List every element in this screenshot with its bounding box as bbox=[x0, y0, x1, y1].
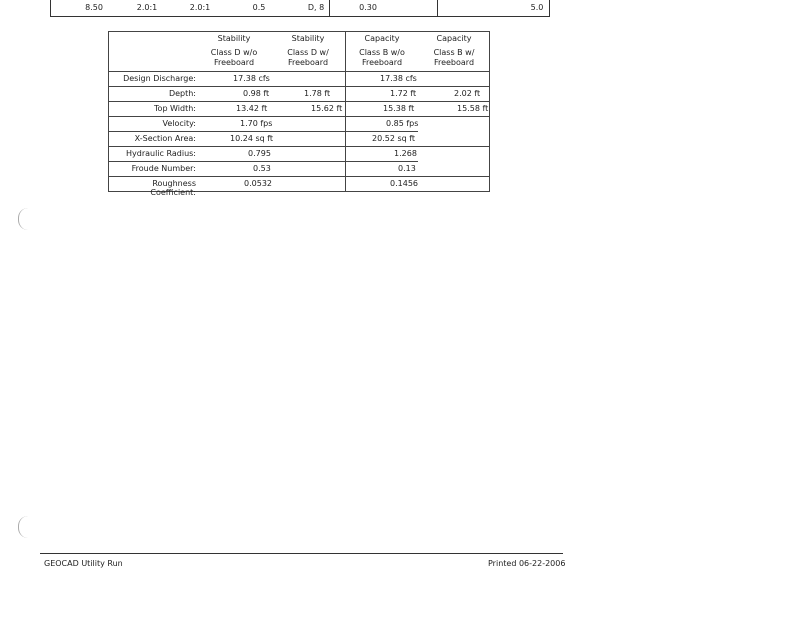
top-cell: 5.0 bbox=[530, 3, 544, 12]
column-header-subtitle: Class B w/o Freeboard bbox=[359, 48, 405, 67]
row-label: Depth: bbox=[168, 89, 196, 98]
column-header bbox=[352, 34, 412, 68]
cell-value: 17.38 cfs bbox=[380, 74, 417, 83]
column-header bbox=[204, 34, 264, 68]
table-rule bbox=[345, 31, 346, 192]
column-header-subtitle: Class D w/o Freeboard bbox=[210, 48, 258, 67]
cell-value: 0.13 bbox=[398, 164, 416, 173]
cell-value: 15.62 ft bbox=[311, 104, 343, 113]
cell-value: 0.85 fps bbox=[386, 119, 419, 128]
cell-value: 15.58 ft bbox=[457, 104, 489, 113]
column-header-title: Capacity bbox=[436, 34, 472, 43]
cell-value: 1.78 ft bbox=[304, 89, 331, 98]
binder-hole-icon bbox=[18, 208, 35, 230]
cell-divider bbox=[329, 0, 330, 16]
table-rule bbox=[108, 161, 418, 162]
table-rule bbox=[108, 176, 490, 177]
column-header-title: Stability bbox=[217, 34, 251, 43]
footer-rule bbox=[40, 553, 563, 554]
top-cell: 2.0:1 bbox=[189, 3, 211, 12]
footer-app-name: GEOCAD Utility Run bbox=[44, 559, 123, 568]
hydraulics-table bbox=[108, 31, 490, 197]
table-rule bbox=[108, 31, 490, 32]
top-cell: D, 8 bbox=[307, 3, 325, 12]
cell-value: 0.795 bbox=[248, 149, 271, 158]
cell-value: 13.42 ft bbox=[236, 104, 268, 113]
top-cell: 8.50 bbox=[85, 3, 103, 12]
cell-value: 1.72 ft bbox=[390, 89, 417, 98]
cell-value: 0.53 bbox=[253, 164, 271, 173]
top-table-row bbox=[50, 0, 550, 17]
cell-value: 1.268 bbox=[394, 149, 417, 158]
row-label: Roughness Coefficient: bbox=[150, 179, 196, 197]
cell-value: 17.38 cfs bbox=[233, 74, 270, 83]
table-rule bbox=[108, 71, 490, 72]
cell-divider bbox=[437, 0, 438, 16]
table-rule bbox=[108, 101, 490, 102]
column-header bbox=[424, 34, 484, 68]
cell-value: 20.52 sq ft bbox=[372, 134, 416, 143]
column-header-subtitle: Class D w/ Freeboard bbox=[287, 48, 329, 67]
cell-value: 2.02 ft bbox=[454, 89, 481, 98]
binder-hole-icon bbox=[18, 516, 35, 538]
column-header-subtitle: Class B w/ Freeboard bbox=[433, 48, 475, 67]
table-rule bbox=[108, 131, 418, 132]
row-label: Velocity: bbox=[162, 119, 196, 128]
table-rule bbox=[489, 31, 490, 192]
table-rule bbox=[108, 146, 490, 147]
cell-value: 0.98 ft bbox=[243, 89, 270, 98]
cell-value: 15.38 ft bbox=[383, 104, 415, 113]
row-label: X-Section Area: bbox=[134, 134, 196, 143]
column-header-title: Capacity bbox=[364, 34, 400, 43]
cell-value: 1.70 fps bbox=[240, 119, 273, 128]
top-cell: 2.0:1 bbox=[136, 3, 158, 12]
top-cell: 0.30 bbox=[359, 3, 377, 12]
cell-value: 0.1456 bbox=[390, 179, 418, 188]
top-cell: 0.5 bbox=[252, 3, 266, 12]
cell-value: 10.24 sq ft bbox=[230, 134, 274, 143]
row-label: Top Width: bbox=[154, 104, 196, 113]
cell-value: 0.0532 bbox=[244, 179, 272, 188]
column-header-title: Stability bbox=[291, 34, 325, 43]
column-header bbox=[278, 34, 338, 68]
row-label: Froude Number: bbox=[131, 164, 196, 173]
row-label: Design Discharge: bbox=[123, 74, 196, 83]
table-rule bbox=[108, 86, 490, 87]
footer-print-date: Printed 06-22-2006 bbox=[488, 559, 566, 568]
table-rule bbox=[108, 116, 490, 117]
row-label: Hydraulic Radius: bbox=[126, 149, 196, 158]
